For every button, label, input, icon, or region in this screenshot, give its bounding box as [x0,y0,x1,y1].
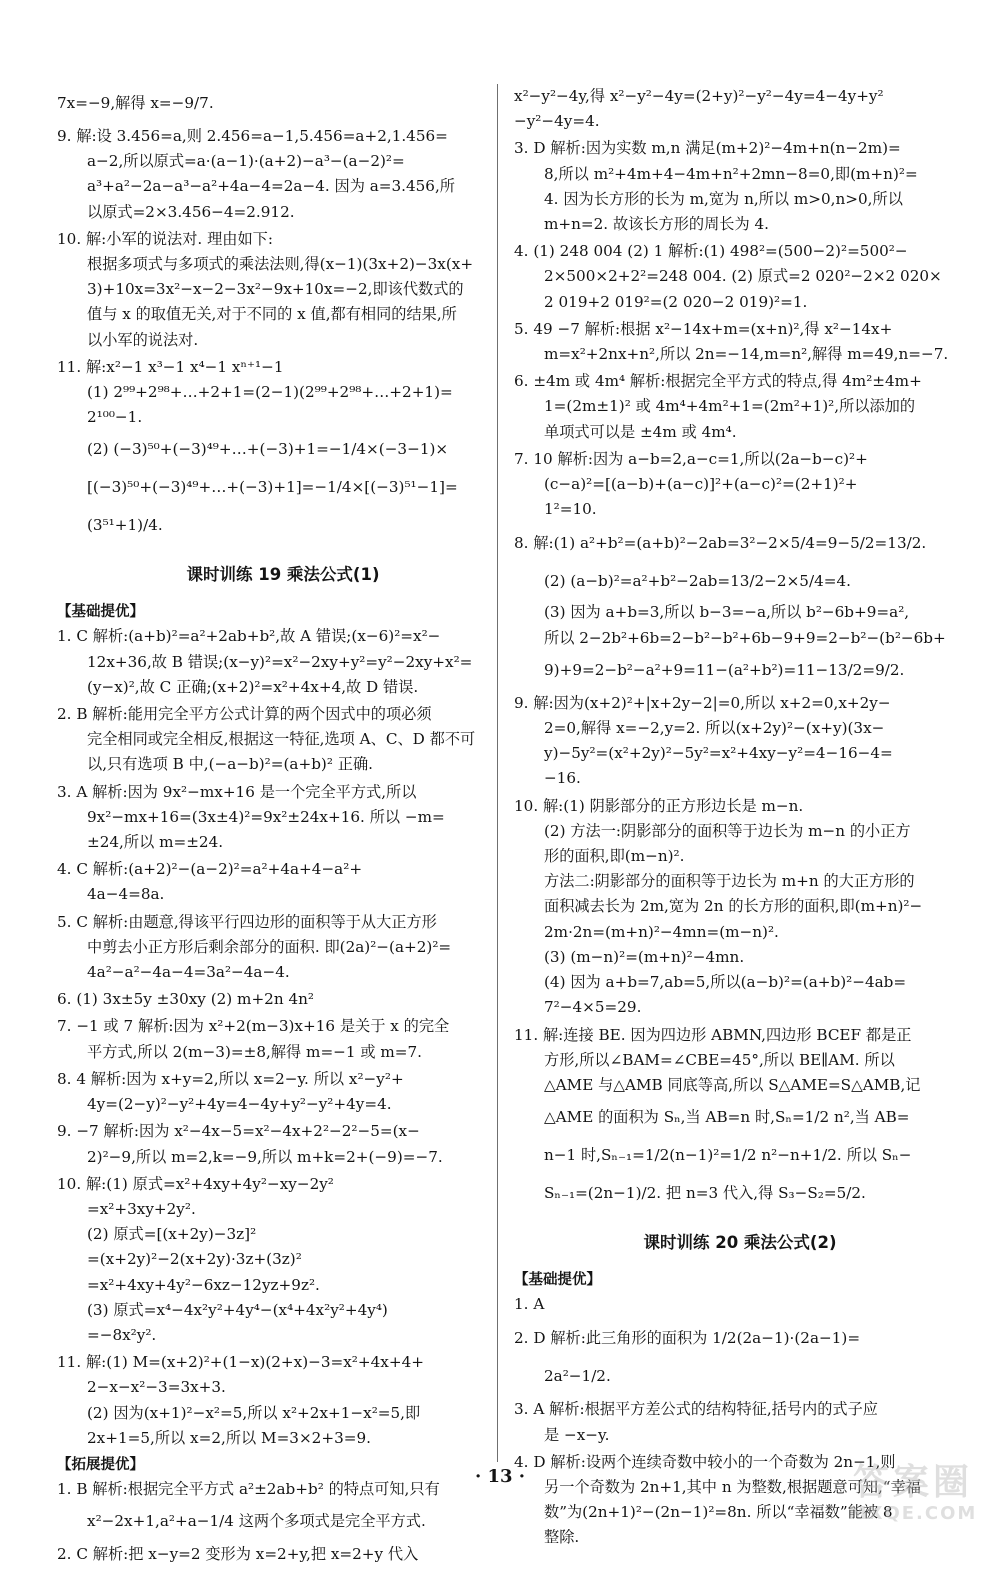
answer-line: 3. D 解析:因为实数 m,n 满足(m+2)²−4m+n(n−2m)= [514,139,901,158]
answer-line: 1=(2m±1)² 或 4m⁴+4m²+1=(2m²+1)²,所以添加的 [544,397,916,416]
answer-line: 2. B 解析:能用完全平方公式计算的两个因式中的项必须 [57,705,432,724]
page-number: · 13 · [474,1466,526,1487]
answer-line: a−2,所以原式=a·(a−1)·(a+2)−a³−(a−2)²= [87,152,405,171]
answer-item [57,910,509,986]
answer-line: −y²−4y=4. [514,112,600,131]
left-column [57,84,509,1569]
answer-line: 2. D 解析:此三角形的面积为 1/2(2a−1)·(2a−1)= [514,1329,861,1348]
answer-line: y)−5y²=(x²+2y)²−5y²=x²+4xy−y²=4−16−4= [544,744,893,763]
answer-line: 12x+36,故 B 错误;(x−y)²=x²−2xy+y²=y²−2xy+x²= [87,652,473,671]
answer-item [514,239,966,315]
answer-line: 2 019+2 019²=(2 020−2 019)²=1. [544,292,808,311]
section-title: 课时训练 19 乘法公式(1) [186,565,380,585]
answer-line: (2) (−3)⁵⁰+(−3)⁴⁹+…+(−3)+1=−1/4×(−3−1)× [87,440,449,459]
watermark-logo [838,1463,988,1529]
answer-item [57,1172,509,1348]
answer-line: (3) 原式=x⁴−4x²y²+4y⁴−(x⁴+4x²y²+4y⁴) [87,1300,388,1319]
answer-item [514,524,966,688]
answer-line: 所以 2−2b²+6b=2−b²−b²+6b−9+9=2−b²−(b²−6b+ [544,628,946,647]
answer-line: 7. 10 解析:因为 a−b=2,a−c=1,所以(2a−b−c)²+ [514,449,868,468]
answer-line: 4a−4=8a. [87,885,165,904]
answer-line: ±24,所以 m=±24. [87,833,224,852]
answer-line: 7²−4×5=29. [544,998,642,1017]
answer-line: (1) 2⁹⁹+2⁹⁸+…+2+1=(2−1)(2⁹⁹+2⁹⁸+…+2+1)= [87,383,453,402]
answer-item [514,1023,966,1213]
answer-item [57,624,509,700]
answer-line: 2m·2n=(m+n)²−4mn=(m−n)². [544,922,779,941]
answer-item [57,355,509,545]
answer-line: 方法二:阴影部分的面积等于边长为 m+n 的大正方形的 [544,872,915,891]
answer-line: 平方式,所以 2(m−3)=±8,解得 m=−1 或 m=7. [87,1042,423,1061]
answer-line: 形的面积,即(m−n)². [544,847,685,866]
answer-line: a³+a²−2a−a³−a²+4a−4=2a−4. 因为 a=3.456,所 [87,177,455,196]
answer-line: 11. 解:(1) M=(x+2)²+(1−x)(2+x)−3=x²+4x+4+ [57,1353,424,1372]
answer-line: 以,只有选项 B 中,(−a−b)²=(a+b)² 正确. [87,755,373,774]
answer-line: x²−y²−4y,得 x²−y²−4y=(2+y)²−y²−4y=4−4y+y² [514,87,884,105]
answer-line: 2)²−9,所以 m=2,k=−9,所以 m+k=2+(−9)=−7. [87,1147,443,1166]
column-divider [497,84,498,1462]
answer-line: 8,所以 m²+4m+4−4m+n²+2mn−8=0,即(m+n)²= [544,164,918,183]
answer-line: 9x²−mx+16=(3x±4)²=9x²±24x+16. 所以 −m= [87,807,445,826]
answer-line: 4. C 解析:(a+2)²−(a−2)²=a²+4a+4−a²+ [57,860,363,879]
answer-line: 方形,所以∠BAM=∠CBE=45°,所以 BE∥AM. 所以 [544,1050,895,1069]
watermark-top-text: 答案圈 [852,1462,973,1503]
answer-line: 2×500×2+2²=248 004. (2) 原式=2 020²−2×2 020× [544,267,942,286]
subsection-heading: 【基础提优】 [57,604,144,621]
answer-line: 另一个奇数为 2n+1,其中 n 为整数,根据题意可知,“幸福 [544,1477,921,1496]
answer-line: 11. 解:连接 BE. 因为四边形 ABMN,四边形 BCEF 都是正 [514,1025,912,1044]
answer-item [57,1067,509,1117]
answer-line: 9. 解:因为(x+2)²+|x+2y−2|=0,所以 x+2=0,x+2y− [514,693,891,712]
answer-line: (y−x)²,故 C 正确;(x+2)²=x²+4x+4,故 D 错误. [87,677,419,696]
answer-line: n−1 时,Sₙ₋₁=1/2(n−1)²=1/2 n²−n+1/2. 所以 Sₙ− [544,1146,912,1165]
answer-line: 以原式=2×3.456−4=2.912. [87,202,295,221]
answer-item [57,84,509,122]
answer-item [57,1542,509,1567]
answer-item [57,227,509,353]
answer-line: 根据多项式与多项式的乘法法则,得(x−1)(3x+2)−3x(x+ [87,255,474,274]
answer-line: 3)+10x=3x²−x−2−3x²−9x+10x=−2,即该代数式的 [87,280,464,299]
answer-line: 8. 4 解析:因为 x+y=2,所以 x=2−y. 所以 x²−y²+ [57,1069,404,1088]
answer-line: 9. 解:设 3.456=a,则 2.456=a−1,5.456=a+2,1.456= [57,127,448,145]
answer-line: 是 −x−y. [544,1425,610,1444]
answer-item [514,447,966,523]
answer-item [57,857,509,907]
answer-line: 整除. [544,1528,580,1547]
answer-item [57,780,509,856]
answer-line: 7. −1 或 7 解析:因为 x²+2(m−3)x+16 是关于 x 的完全 [57,1017,450,1036]
answer-line: (3) (m−n)²=(m+n)²−4mn. [544,947,745,966]
answer-line: [(−3)⁵⁰+(−3)⁴⁹+…+(−3)+1]=−1/4×[(−3)⁵¹−1]= [87,478,458,497]
answer-line: 2x+1=5,所以 x=2,所以 M=3×2+3=9. [87,1428,371,1447]
answer-line: 9. −7 解析:因为 x²−4x−5=x²−4x+2²−2²−5=(x− [57,1122,420,1141]
answer-item [514,1397,966,1447]
answer-line: 数”为(2n+1)²−(2n−1)²=8n. 所以“幸福数”能被 8 [544,1503,893,1522]
answer-line: 11. 解:x²−1 x³−1 x⁴−1 xⁿ⁺¹−1 [57,357,284,376]
answer-line: 5. C 解析:由题意,得该平行四边形的面积等于从大正方形 [57,912,437,931]
answer-line: 4. 因为长方形的长为 m,宽为 n,所以 m>0,n>0,所以 [544,189,903,208]
answer-line: (3⁵¹+1)/4. [87,516,163,535]
answer-line: 以小军的说法对. [87,330,199,349]
watermark-bottom-text: MXQE.COM [848,1503,978,1524]
answer-line: m=x²+2nx+n²,所以 2n=−14,m=n²,解得 m=49,n=−7. [544,345,949,364]
answer-item [514,794,966,1021]
subsection-heading: 【基础提优】 [514,1272,601,1289]
answer-item [514,84,966,134]
answer-item [514,317,966,367]
answer-line: 2a²−1/2. [544,1367,611,1386]
answer-item [514,136,966,237]
answer-line: 9)+9=2−b²−a²+9=11−(a²+b²)=11−13/2=9/2. [544,660,905,679]
answer-line: 完全相同或完全相反,根据这一特征,选项 A、C、D 都不可 [87,730,476,749]
answer-item [57,1350,509,1451]
answer-line: m+n=2. 故该长方形的周长为 4. [544,215,769,234]
answer-item [57,1119,509,1169]
answer-line: 1. C 解析:(a+b)²=a²+2ab+b²,故 A 错误;(x−6)²=x²− [57,627,441,646]
answer-line: 3. A 解析:因为 9x²−mx+16 是一个完全平方式,所以 [57,782,417,801]
answer-item [514,691,966,792]
answer-line: (3) 因为 a+b=3,所以 b−3=−a,所以 b²−6b+9=a², [544,603,910,622]
answer-line: 4y=(2−y)²−y²+4y=4−4y+y²−y²+4y=4. [87,1095,392,1114]
answer-line: 单项式可以是 ±4m 或 4m⁴. [544,422,737,441]
answer-line: △AME 的面积为 Sₙ,当 AB=n 时,Sₙ=1/2 n²,当 AB= [544,1108,910,1127]
answer-item [514,369,966,445]
answer-line: −16. [544,769,581,788]
right-column [514,84,966,1553]
answer-line: 4. (1) 248 004 (2) 1 解析:(1) 498²=(500−2)²=500²− [514,242,908,261]
answer-line: 值与 x 的取值无关,对于不同的 x 值,都有相同的结果,所 [87,305,457,324]
answer-line: 2−x−x²−3=3x+3. [87,1378,226,1397]
answer-item [514,1292,966,1317]
answer-line: 2. C 解析:把 x−y=2 变形为 x=2+y,把 x=2+y 代入 [57,1545,419,1564]
answer-line: =x²+3xy+2y². [87,1199,196,1218]
answer-line: x²−2x+1,a²+a−1/4 这两个多项式是完全平方式. [87,1512,426,1531]
answer-item [514,1319,966,1395]
section-title: 课时训练 20 乘法公式(2) [643,1233,837,1253]
answer-line: 2¹⁰⁰−1. [87,408,143,427]
answer-line: =x²+4xy+4y²−6xz−12yz+9z². [87,1275,320,1294]
subsection-heading: 【拓展提优】 [57,1456,144,1473]
answer-line: 6. ±4m 或 4m⁴ 解析:根据完全平方式的特点,得 4m²±4m+ [514,372,922,391]
answer-line: (2) 原式=[(x+2y)−3z]² [87,1225,257,1244]
answer-line: 4. D 解析:设两个连续奇数中较小的一个奇数为 2n−1,则 [514,1452,896,1471]
answer-line: △AME 与△AMB 同底等高,所以 S△AME=S△AMB,记 [544,1075,921,1094]
answer-item [57,987,509,1012]
answer-line: 面积减去长为 2m,宽为 2n 的长方形的面积,即(m+n)²− [544,897,923,916]
answer-line: =(x+2y)²−2(x+2y)·3z+(3z)² [87,1250,302,1269]
answer-item [57,1014,509,1064]
answer-line: 3. A 解析:根据平方差公式的结构特征,括号内的式子应 [514,1400,878,1419]
answer-line: 1. B 解析:根据完全平方式 a²±2ab+b² 的特点可知,只有 [57,1479,440,1498]
answer-item [57,702,509,778]
answer-line: =−8x²y². [87,1325,157,1344]
answer-line: (2) 方法一:阴影部分的面积等于边长为 m−n 的小正方 [544,821,911,840]
answer-line: (4) 因为 a+b=7,ab=5,所以(a−b)²=(a+b)²−4ab= [544,973,907,992]
answer-line: 2=0,解得 x=−2,y=2. 所以(x+2y)²−(x+y)(3x− [544,719,885,738]
answer-item [57,124,509,225]
answer-line: 中剪去小正方形后剩余部分的面积. 即(2a)²−(a+2)²= [87,937,452,956]
answer-line: 4a²−a²−4a−4=3a²−4a−4. [87,963,290,982]
answer-line: 10. 解:(1) 阴影部分的正方形边长是 m−n. [514,796,804,815]
answer-line: 7x=−9,解得 x=−9/7. [57,94,214,112]
answer-line: 5. 49 −7 解析:根据 x²−14x+m=(x+n)²,得 x²−14x+ [514,319,893,338]
answer-line: 1²=10. [544,500,597,519]
answer-line: 6. (1) 3x±5y ±30xy (2) m+2n 4n² [57,990,314,1009]
answer-line: (c−a)²=[(a−b)+(a−c)]²+(a−c)²=(2+1)²+ [544,475,858,494]
answer-line: 1. A [514,1295,545,1314]
answer-line: 10. 解:小军的说法对. 理由如下: [57,229,273,248]
answer-line: (2) (a−b)²=a²+b²−2ab=13/2−2×5/4=4. [544,572,851,591]
answer-line: (2) 因为(x+1)²−x²=5,所以 x²+2x+1−x²=5,即 [87,1403,421,1422]
answer-line: Sₙ₋₁=(2n−1)/2. 把 n=3 代入,得 S₃−S₂=5/2. [544,1184,866,1203]
answer-line: 8. 解:(1) a²+b²=(a+b)²−2ab=3²−2×5/4=9−5/2=13/2. [514,534,927,553]
answer-line: 10. 解:(1) 原式=x²+4xy+4y²−xy−2y² [57,1174,334,1193]
